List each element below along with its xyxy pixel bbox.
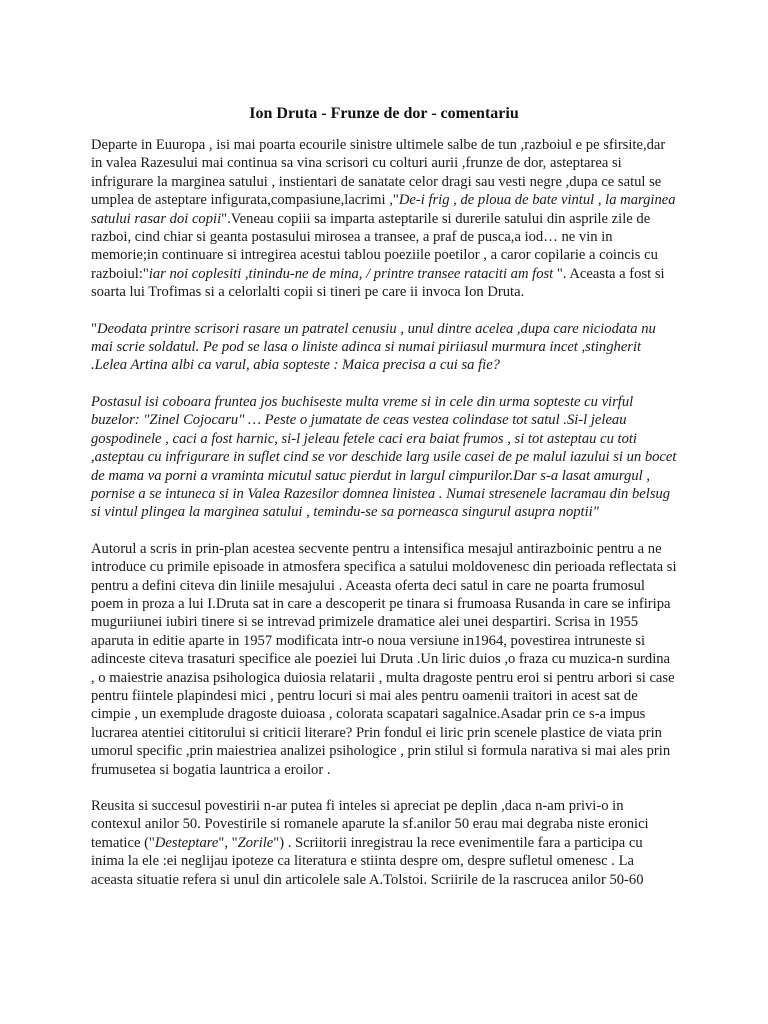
text-run: Autorul a scris in prin-plan acestea secvente pentru a intensifica mesajul antirazboinic pentru a ne introduce cu primile episoade in atmosfera specifica a satului moldovenesc din perioada reflectata si pentru a defini citeva din liniile mesajului . Aceasta oferta deci satul in care ne poarta frumosul poem in proza a lui I.Druta sat in care a descoperit pe tinara si frumoasa Rusanda in care se infiripa muguriiunei iubiri tinere si se intrevad primizele dramatice alei unei despartiri. Scrisa in 1955 aparuta in editie aparte in 1957 modificata intr-o noua versiune in1964, povestirea intruneste si adinceste citeva trasaturi specifice ale poeziei lui Druta .Un liric duios ,o fraza cu muzica-n surdina , o maiestrie anazisa psihologica duiosia relatarii , multa dragoste pentru eroi si pentru arbori si case pentru fiintele plapindesi mici , pentru locuri si mai ales pentru oamenii traitori in acest sat de cimpie , un exemplude dragoste duioasa , colorata scapatari sagalnice.Asadar prin ce s-a impus lucrarea atentiei cititorului si criticii literare? Prin fondul ei liric prin scenele plastice de viata prin umorul specific ,prin maiestriea analizei psihologice , prin stilul si formula narativa si mai ales prin frumusetea si bogatia launtrica a eroilor .	[91, 540, 677, 778]
document-title: Ion Druta - Frunze de dor - comentariu	[249, 105, 519, 122]
italic-text-run: Desteptare	[154, 834, 219, 851]
paragraph-quote-letters	[91, 320, 677, 375]
paragraph-quote-postman	[91, 393, 677, 522]
text-run: Departe in Euuropa , isi mai poarta ecourile sinistre ultimele salbe de tun ,razboiul e pe sfirsite,dar in valea Razesului mai continua sa vina scrisori cu colturi aurii ,frunze de dor, asteptarea si infrigurare la marginea satului , instientari de sanatate celor dragi sau vesti negre ,dupa ce satul se umplea de asteptare infigurata,compasiune,lacrimi ,"	[91, 137, 666, 209]
text-run: ") . Scriitorii inregistrau la rece evenimentile fara a participa cu inima la ele :ei neglijau ipoteze ca literatura e stiinta despre om, despre sufletul omenesc . La aceasta situatie refera si unul din articolele sale A.Tolstoi. Scriirile de la rascrucea anilor 50-60	[91, 834, 644, 888]
italic-text-run: Zorile	[237, 834, 274, 851]
text-run: Reusita si succesul povestirii n-ar putea fi inteles si apreciat pe deplin ,daca n-am privi-o in contexul anilor 50. Povestirile si romanele aparute la sf.anilor 50 erau mai degraba niste eronici tematice ("	[91, 798, 649, 851]
italic-text-run: Postasul isi coboara fruntea jos buchiseste multa vreme si in cele din urma sopteste cu virful buzelor: "Zinel Cojocaru" … Peste o jumatate de ceas vestea colindase tot satul .Si-l jeleau gospodinele , caci a fost harnic, si-l jeleau fetele caci era baiat frumos , si tot asteptau cu toti ,asteptau cu infrigurare in suflet cind se vor deschide larg usile casei de pe malul iazului si un bocet de mama va porni a vraminta micutul satuc pierdut in largul cimpurilor.Dar s-a lasat amurgul , pornise a se intuneca si in Valea Razesilor domnea linistea . Numai stresenele lacramau din belsug si vintul plingea la marginea satului , temindu-se sa porneasca singurul asupra noptii"	[91, 393, 677, 521]
text-run: ", "	[218, 834, 238, 851]
text-run: ". Aceasta a fost si soarta lui Trofimas si a celorlalti copii si tineri pe care ii invoca Ion Druta.	[91, 265, 665, 301]
document-body	[91, 104, 677, 907]
italic-text-run: Deodata printre scrisori rasare un patratel cenusiu , unul dintre acelea ,dupa care niciodata nu mai scrie soldatul. Pe pod se lasa o liniste adinca si numai piriiasul murmura incet ,stingherit .Lelea Artina albi ca varul, abia sopteste : Maica precisa a cui sa fie?	[91, 320, 656, 374]
paragraph-intro	[91, 136, 677, 302]
italic-text-run: De-i frig , de ploua de bate vintul , la marginea satului rasar doi copii	[91, 192, 676, 227]
italic-text-run: iar noi coplesiti ,tinindu-ne de mina, / printre transee rataciti am fost	[148, 265, 554, 282]
text-run: "	[91, 320, 97, 337]
paragraph-context	[91, 797, 677, 889]
text-run: ".Veneau copiii sa imparta asteptarile si durerile satului din asprile zile de razboi, cind chiar si geanta postasului mirosea a transee, a praf de pusca,a iod… ne vin in memorie;in continuare si intregirea acestui tablou poeziile poetilor , a caror copilarie a coincis cu razboiul:"	[91, 210, 658, 282]
paragraph-author-analysis	[91, 540, 677, 779]
